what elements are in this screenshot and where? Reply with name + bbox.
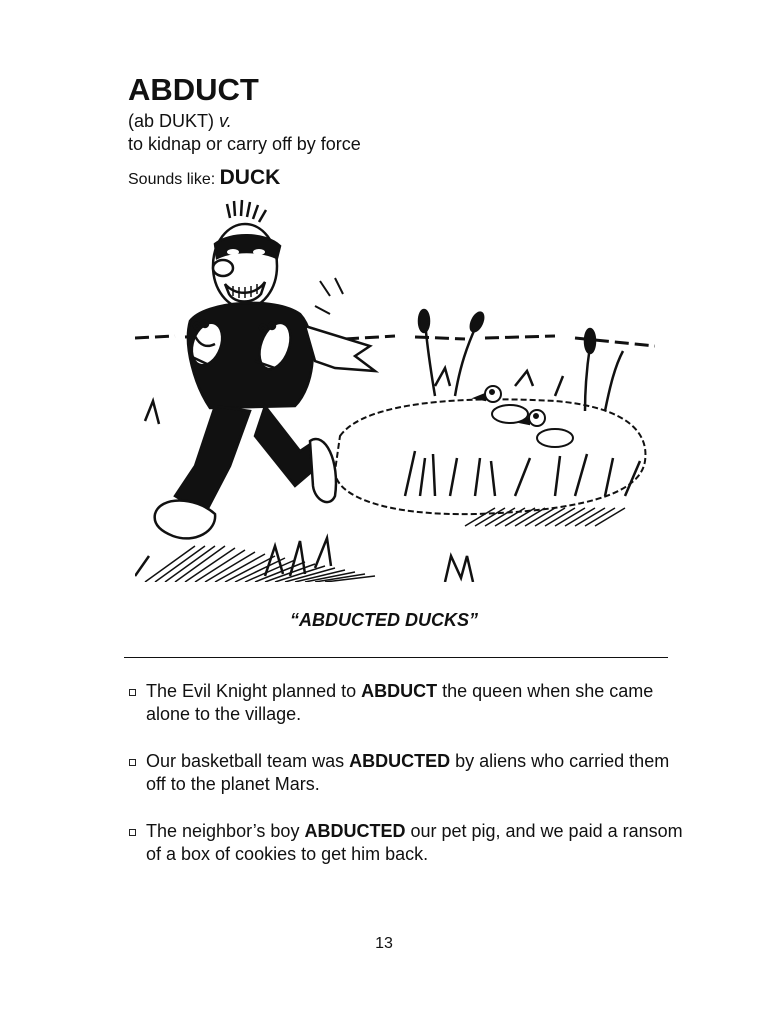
definition: to kidnap or carry off by force <box>128 134 361 154</box>
sounds-like-label: Sounds like: <box>128 171 216 188</box>
checkbox-bullet-icon <box>129 689 136 696</box>
page-number: 13 <box>375 935 393 952</box>
checkbox-bullet-icon <box>129 759 136 766</box>
sounds-like <box>128 166 280 190</box>
sounds-like-word: DUCK <box>219 166 281 189</box>
pronunciation: (ab DUKT) <box>128 111 215 131</box>
example-item: The neighbor’s boy ABDUCTED our pet pig, and we paid a ransom of a box of cookies to get him back. <box>128 820 688 866</box>
ground-hatching <box>145 508 625 582</box>
pond <box>335 399 645 514</box>
entry-word: ABDUCT <box>128 72 259 107</box>
pronunciation-line <box>128 111 232 132</box>
example-item: Our basketball team was ABDUCTED by aliens who carried them off to the planet Mars. <box>128 750 688 796</box>
divider <box>124 657 668 658</box>
example-list <box>128 680 688 890</box>
example-item: The Evil Knight planned to ABDUCT the queen when she came alone to the village. <box>128 680 688 726</box>
cartoon-illustration <box>135 196 655 582</box>
illustration-caption: “ABDUCTED DUCKS” <box>290 610 478 630</box>
checkbox-bullet-icon <box>129 829 136 836</box>
part-of-speech: v. <box>219 111 232 131</box>
pond-duck-1 <box>475 386 528 423</box>
